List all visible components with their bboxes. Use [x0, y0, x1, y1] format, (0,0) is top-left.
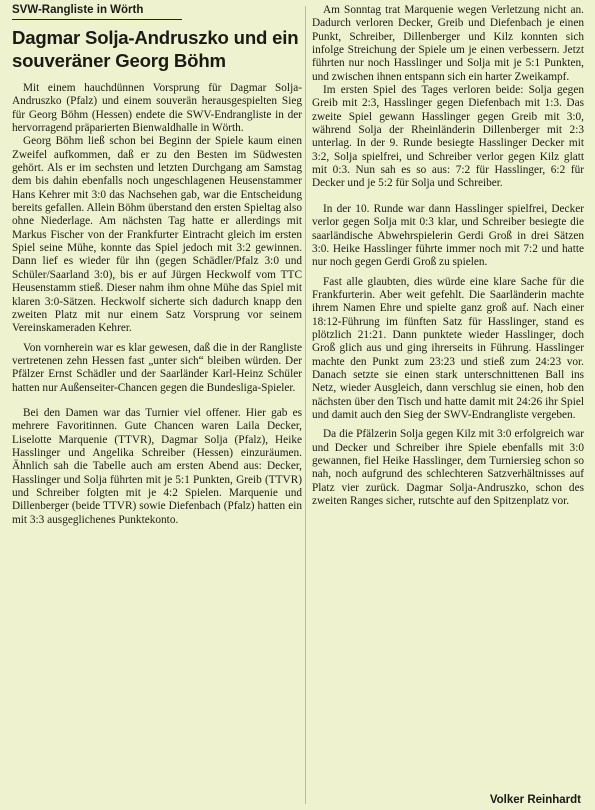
article-paragraph: Da die Pfälzerin Solja gegen Kilz mit 3:0 erfolgreich war und Decker und Schreiber ihre Spiele ebenfalls mit 3:0 gewannen, fiel Heike Hasslinger, dem Turniersieg schon so nah, noch aufgrund des schlechteren Satzverhältnisses auf Platz vier zurück. Dagmar Solja-Andruszko, schon des zweiten Ranges sicher, rutschte auf den Spitzenplatz vor. — [312, 428, 584, 508]
section-kicker: SVW-Rangliste in Wörth — [12, 3, 182, 20]
article-paragraph: Bei den Damen war das Turnier viel offener. Hier gab es mehrere Favoritinnen. Gute Chancen waren Laila Decker, Liselotte Marquenie (TTVR), Dagmar Solja (Pfalz), Heike Hasslinger und Angelika Schreiber (Hessen) einzuräumen. Ähnlich sah die Tabelle auch am ersten Abend aus: Decker, Hasslinger und Solja führten mit je 5:1 Punkten, Greib (TTVR) und Schreiber folgten mit je 4:2 Spielen. Marquenie und Dillenberger (beide TTVR) sowie Diefenbach (Pfalz) hatten ein mit 3:3 ausgeglichenes Punktekonto. — [12, 406, 302, 526]
headline: Dagmar Solja-Andruszko und ein souveräner Georg Böhm — [12, 27, 299, 71]
article-paragraph: Georg Böhm ließ schon bei Beginn der Spiele kaum einen Zweifel aufkommen, daß er zu den Besten im Südwesten gehört. Als er im sechsten und letzten Durchgang am Samstag dem bis dahin ebenfalls noch ungeschlagenen Heusenstammer Hans Kehrer mit 3:0 das Nachsehen gab, war die Entscheidung bereits gefallen. Allein Böhm überstand den ersten Spieltag also ohne Niederlage. Am nächsten Tag hatte er allerdings mit Markus Fischer von der Frankfurter Eintracht gleich im ersten Spiel seine Mühe, konnte das Spiel jedoch mit 3:2 gewinnen. Dann lief es wieder für ihn (gegen Schädler/Pfalz 3:0 und Schüler/Saarland 3:0), bis er auf Jürgen Heckwolf vom TTC Heusenstamm stieß. Dieser nahm ihm ohne Mühe das Spiel mit klaren 3:0-Sätzen. Heckwolf sicherte sich dadurch knapp den zweiten Platz mit nur einem Satz Vorsprung vor seinem Vereinskameraden Kehrer. — [12, 135, 302, 335]
article-paragraph: In der 10. Runde war dann Hasslinger spielfrei, Decker verlor gegen Solja mit 0:3 klar, und Schreiber besiegte die saarländische Abwehrspielerin Gerdi Groß in drei Sätzen 3:0. Heike Hasslinger führte immer noch mit 7:2 und hatte nur noch gegen Gerdi Groß zu spielen. — [312, 202, 584, 269]
column-divider — [305, 6, 306, 804]
article-paragraph: Im ersten Spiel des Tages verloren beide: Solja gegen Greib mit 2:3, Hasslinger gegen Diefenbach mit 1:3. Das zweite Spiel gewann Hasslinger gegen Greib mit 3:0, während Solja der Rheinländerin Dillenberger mit 2:3 unterlag. In der 9. Runde besiegte Hasslinger Decker mit 3:2, Solja spielfrei, und Schreiber verlor gegen Kilz glatt mit 0:3. Nun sah es so aus: 7:2 für Hasslinger, 6:2 für Decker und je 5:2 für Solja und Schreiber. — [312, 84, 584, 190]
article-paragraph: Von vornherein war es klar gewesen, daß die in der Rangliste vertretenen zehn Hessen fast „unter sich“ bleiben würden. Der Pfälzer Ernst Schädler und der Saarländer Karl-Heinz Schüler hatten nur Außenseiter-Chancen gegen die Bundesliga-Spieler. — [12, 341, 302, 394]
article-column-right — [312, 4, 584, 810]
article-paragraph: Fast alle glaubten, dies würde eine klare Sache für die Frankfurterin. Aber weit gefehlt. Die Saarländerin machte ihrem Namen Ehre und spielte ganz groß auf. Nach einer 18:12-Führung im fünften Satz für Hasslinger, stand es plötzlich 21:21. Dann punktete wieder Hasslinger, doch Groß glich aus und ging ihrerseits in Führung. Hasslinger machte den Punkt zum 23:23 und stieß zum 24:23 vor. Danach setzte sie einen stark unterschnittenen Ball ins Netz, wieder Ausgleich, dann verschlug sie einen, hob den nächsten über den Tisch und hatte damit mit 24:26 ihr Spiel und damit auch den Sieg der SWV-Endrangliste vergeben. — [312, 275, 584, 421]
article-paragraph: Mit einem hauchdünnen Vorsprung für Dagmar Solja-Andruszko (Pfalz) und einem souverän herausgespielten Sieg für Georg Böhm (Hessen) endete die SWV-Endrangliste in der hervorragend präparierten Bienwaldhalle in Wörth. — [12, 82, 302, 135]
article-paragraph: Am Sonntag trat Marquenie wegen Verletzung nicht an. Dadurch verloren Decker, Greib und Diefenbach je einen Punkt, Schreiber, Dillenberger und Kilz konnten sich infolge Streichung der Spiele um je einen verbessern. Jetzt führten nur noch Hasslinger und Solja mit je 5:1 Punkten, und zwischen ihnen entspann sich ein harter Zweikampf. — [312, 4, 584, 83]
article-column-left — [12, 82, 302, 810]
author-byline: Volker Reinhardt — [489, 794, 581, 806]
